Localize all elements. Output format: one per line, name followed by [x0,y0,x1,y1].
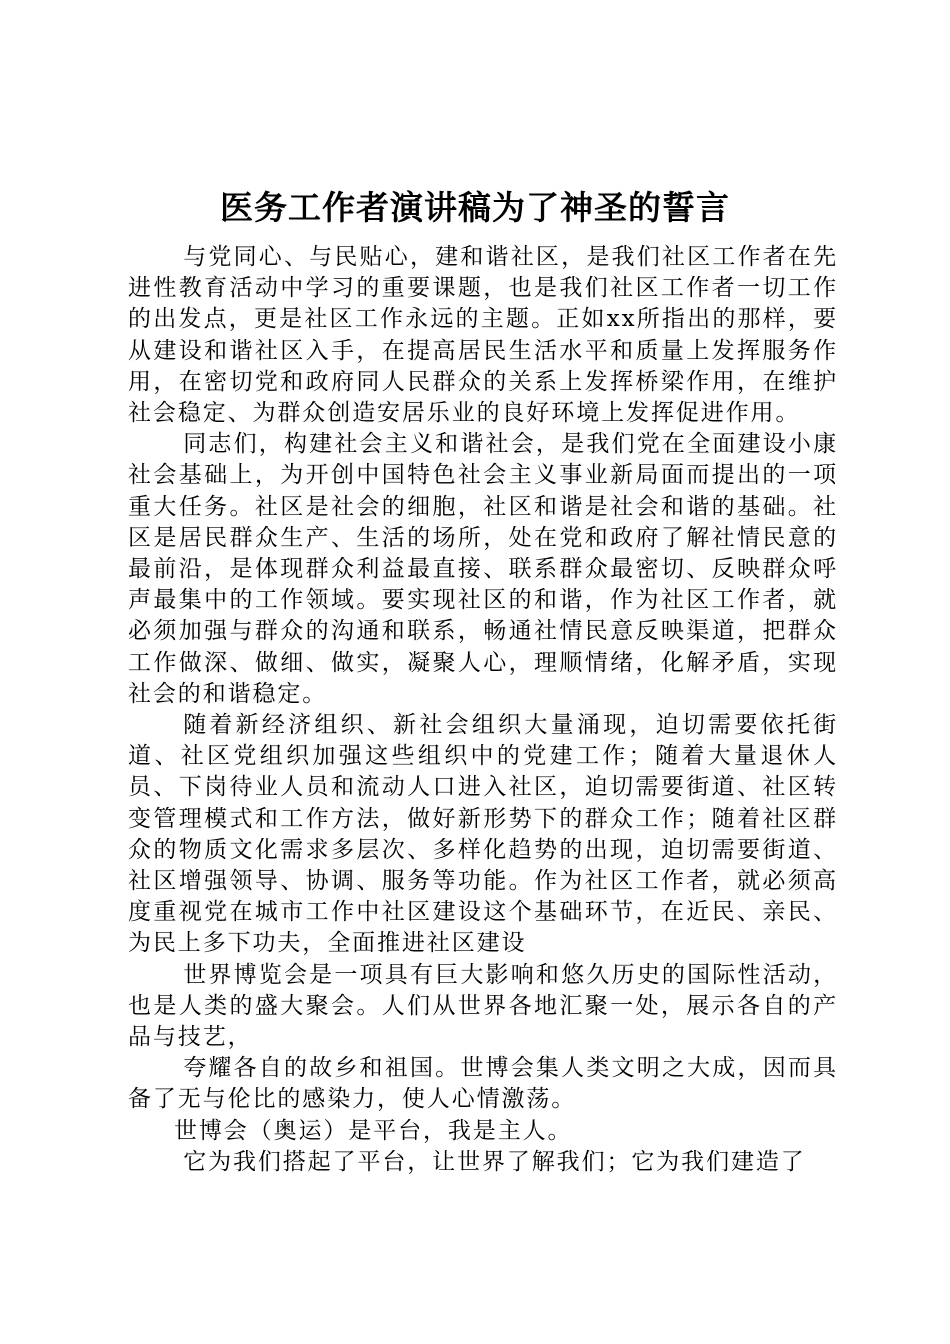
document-title: 医务工作者演讲稿为了神圣的誓言 [220,188,730,227]
paragraph-5: 夸耀各自的故乡和祖国。世博会集人类文明之大成，因而具备了无与伦比的感染力，使人心情激荡。 [128,1055,838,1113]
paragraph-1: 与党同心、与民贴心，建和谐社区，是我们社区工作者在先进性教育活动中学习的重要课题，也是我们社区工作者一切工作的出发点，更是社区工作永远的主题。正如xx所指出的那样，要从建设和谐社区入手，在提高居民生活水平和质量上发挥服务作用，在密切党和政府同人民群众的关系上发挥桥梁作用，在维护社会稳定、为群众创造安居乐业的良好环境上发挥促进作用。 [128,244,838,427]
paragraph-3: 随着新经济组织、新社会组织大量涌现，迫切需要依托街道、社区党组织加强这些组织中的党建工作；随着大量退休人员、下岗待业人员和流动人口进入社区，迫切需要街道、社区转变管理模式和工作方法，做好新形势下的群众工作；随着社区群众的物质文化需求多层次、多样化趋势的出现，迫切需要街道、社区增强领导、协调、服务等功能。作为社区工作者，就必须高度重视党在城市工作中社区建设这个基础环节，在近民、亲民、为民上多下功夫，全面推进社区建设 [128,712,838,957]
paragraph-7: 它为我们搭起了平台，让世界了解我们；它为我们建造了 [183,1148,806,1175]
paragraph-6: 世博会（奥运）是平台，我是主人。 [174,1117,573,1144]
paragraph-2: 同志们，构建社会主义和谐社会，是我们党在全面建设小康社会基础上，为开创中国特色社会主义事业新局面而提出的一项重大任务。社区是社会的细胞，社区和谐是社会和谐的基础。社区是居民群众生产、生活的场所，处在党和政府了解社情民意的最前沿，是体现群众利益最直接、联系群众最密切、反映群众呼声最集中的工作领域。要实现社区的和谐，作为社区工作者，就必须加强与群众的沟通和联系，畅通社情民意反映渠道，把群众工作做深、做细、做实，凝聚人心，理顺情绪，化解矛盾，实现社会的和谐稳定。 [128,431,838,707]
paragraph-4: 世界博览会是一项具有巨大影响和悠久历史的国际性活动，也是人类的盛大聚会。人们从世界各地汇聚一处，展示各自的产品与技艺， [128,961,838,1051]
document-body [128,242,838,1178]
